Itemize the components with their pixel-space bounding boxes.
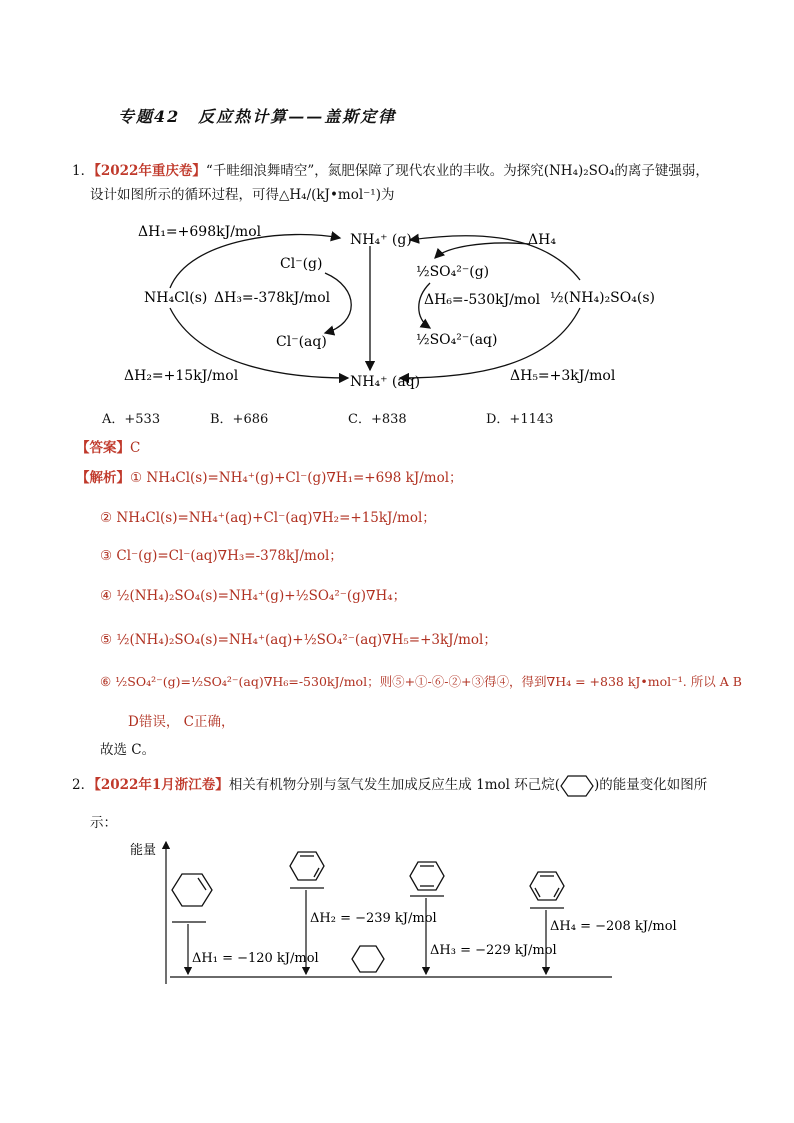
choice-b[interactable]: B．+686 [210, 412, 269, 427]
label-claq: Cl⁻(aq) [276, 334, 327, 350]
cyclohexane-icon [352, 946, 384, 972]
question-stem-line2: 设计如图所示的循环过程，可得△H₄/(kJ•mol⁻¹)为 [90, 187, 395, 203]
step-text: ① NH₄Cl(s)=NH₄⁺(g)+Cl⁻(g)∇H₁=+698 kJ/mol； [130, 470, 463, 486]
label-dh3: ΔH₃=-378kJ/mol [214, 290, 331, 306]
label-nh4g: NH₄⁺ (g) [350, 232, 412, 248]
analysis-step-1 [76, 466, 463, 486]
axis-label: 能量 [130, 843, 157, 858]
question-source: 【2022年1月浙江卷】 [94, 777, 229, 793]
choice-d[interactable]: D．+1143 [486, 412, 554, 427]
question-2 [72, 774, 707, 797]
analysis-step-7: D错误， C正确， [128, 714, 235, 730]
page-title: 专题42 反应热计算——盖斯定律 [118, 107, 397, 126]
choice-a[interactable]: A．+533 [102, 412, 161, 427]
answer-value: C [130, 440, 141, 456]
question-stem: 相关有机物分别与氢气发生加成反应生成 1mol 环己烷( [228, 777, 560, 793]
label-salt: ½(NH₄)₂SO₄(s) [550, 290, 655, 306]
label-clg: Cl⁻(g) [280, 256, 323, 272]
analysis-step-6: ⑥ ½SO₄²⁻(g)=½SO₄²⁻(aq)∇H₆=-530kJ/mol；则⑤+①-⑥-②+③得④，得到∇H₄ = +838 kJ•mol⁻¹. 所以 A B [100, 674, 742, 689]
label-nh4aq: NH₄⁺ (aq) [350, 374, 421, 390]
label-dh3: ΔH₃ = −229 kJ/mol [430, 943, 557, 958]
question-number: 1． [72, 163, 95, 179]
label-dh5: ΔH₅=+3kJ/mol [510, 368, 616, 384]
choice-c[interactable]: C．+838 [348, 412, 407, 427]
answer-line [76, 436, 140, 456]
question-stem: “千畦细浪舞晴空”，氮肥保障了现代农业的丰收。为探究(NH₄)₂SO₄的离子键强弱， [205, 163, 709, 179]
label-so4g: ½SO₄²⁻(g) [416, 264, 490, 280]
label-dh6: ΔH₆=-530kJ/mol [424, 292, 541, 308]
cyclohexene-icon [172, 874, 212, 906]
answer-label: 【答案】 [76, 440, 130, 456]
label-dh4: ΔH₄ [528, 232, 556, 248]
label-dh1: ΔH₁ = −120 kJ/mol [192, 951, 319, 966]
label-dh1: ΔH₁=+698kJ/mol [138, 224, 262, 240]
analysis-step-4: ④ ½(NH₄)₂SO₄(s)=NH₄⁺(g)+½SO₄²⁻(g)∇H₄； [100, 588, 407, 604]
label-dh2: ΔH₂ = −239 kJ/mol [310, 911, 437, 926]
cyclohexadiene-icon [290, 852, 324, 880]
benzene-icon [530, 872, 564, 900]
label-dh4: ΔH₄ = −208 kJ/mol [550, 919, 677, 934]
arrow-dh4-inner [435, 243, 530, 258]
analysis-step-3: ③ Cl⁻(g)=Cl⁻(aq)∇H₃=-378kJ/mol； [100, 548, 343, 564]
analysis-step-5: ⑤ ½(NH₄)₂SO₄(s)=NH₄⁺(aq)+½SO₄²⁻(aq)∇H₅=+3kJ/mol； [100, 632, 497, 648]
question-source: 【2022年重庆卷】 [94, 163, 206, 179]
question-1 [72, 160, 709, 182]
question-number: 2． [72, 777, 95, 793]
cyclohexadiene-icon [410, 862, 444, 890]
conclusion: 故选 C。 [100, 742, 156, 758]
analysis-step-2: ② NH₄Cl(s)=NH₄⁺(aq)+Cl⁻(aq)∇H₂=+15kJ/mol； [100, 510, 436, 526]
label-nh4cl: NH₄Cl(s) [144, 290, 208, 306]
analysis-label: 【解析】 [76, 470, 130, 486]
cyclohexane-icon [560, 775, 594, 797]
label-dh2: ΔH₂=+15kJ/mol [124, 368, 239, 384]
energy-diagram [126, 838, 677, 990]
question-stem-end: )的能量变化如图所 [594, 777, 708, 793]
born-haber-cycle-diagram [110, 218, 680, 398]
label-so4aq: ½SO₄²⁻(aq) [416, 332, 498, 348]
question-2-line2: 示： [90, 815, 117, 831]
